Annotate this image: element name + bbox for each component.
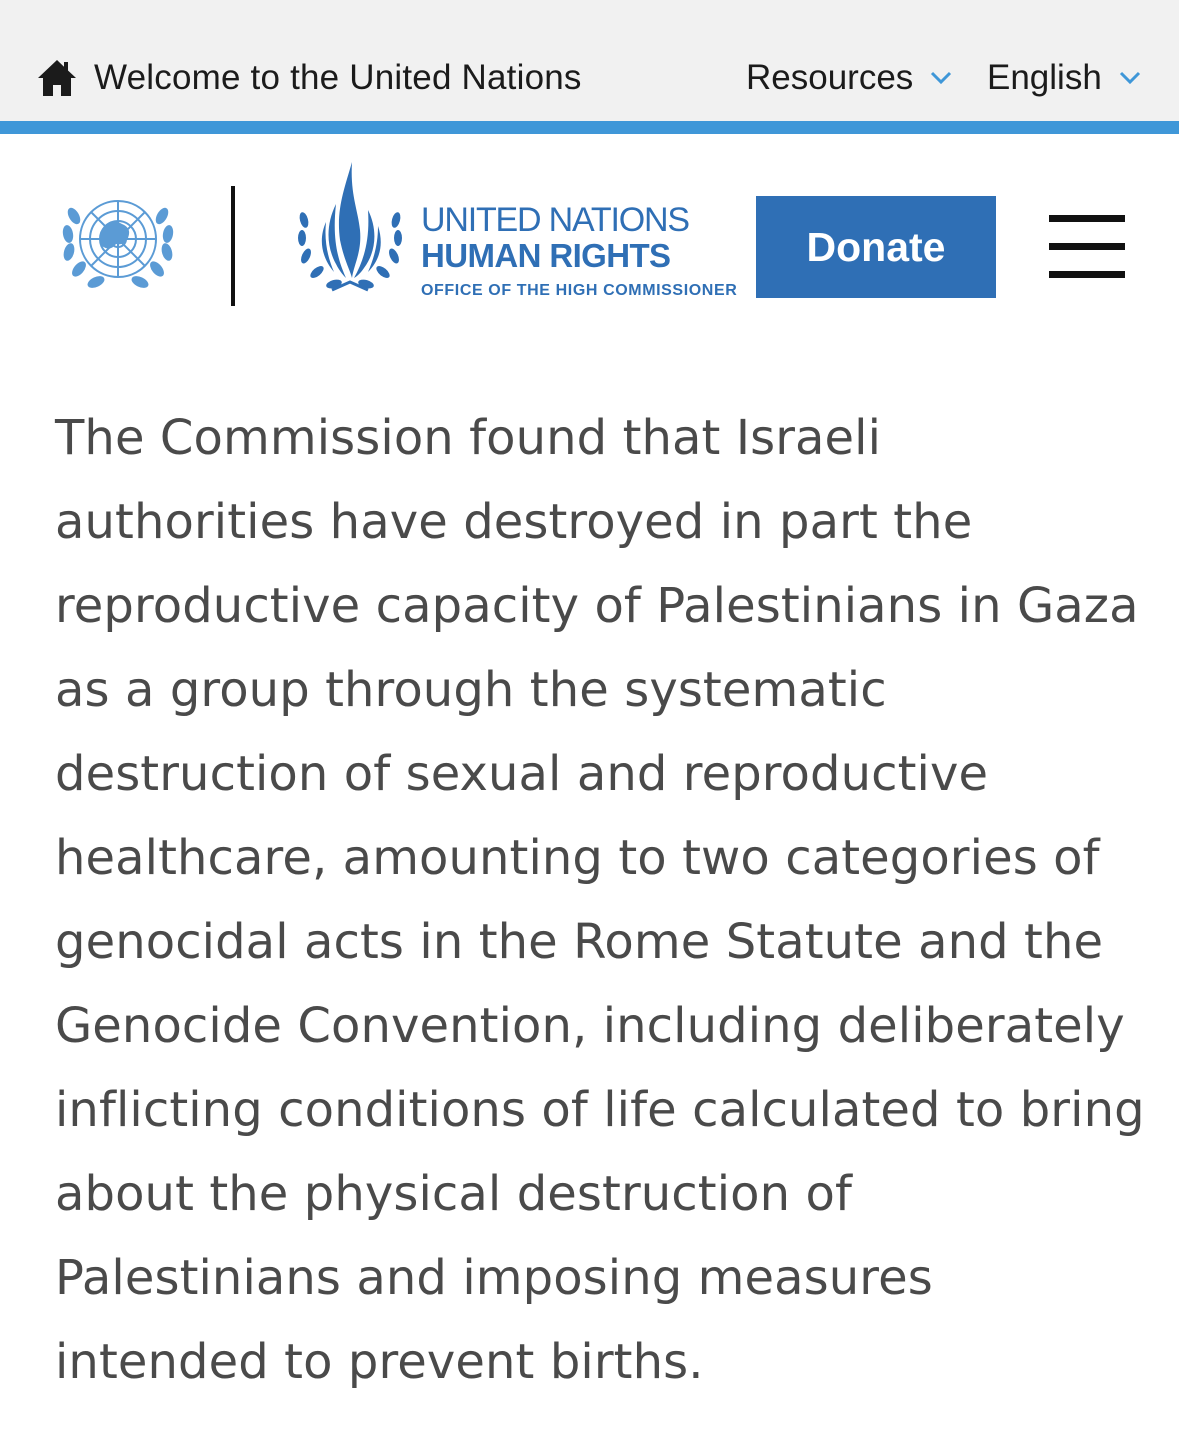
article-paragraph: The Commission found that Israeli authorities have destroyed in part the reproductive capacity of Palestinians in Gaza as a group through the systematic destruction of sexual and reproductive healthcare, amounting to two categories of genocidal acts in the Rome Statute and the Genocide Convention, including deliberately inflicting conditions of life calculated to bring about the physical destruction of Palestinians and imposing measures intended to prevent births.	[55, 410, 1145, 1390]
top-bar-accent-line	[0, 121, 1179, 134]
welcome-label: Welcome to the United Nations	[94, 58, 582, 97]
donate-button[interactable]: Donate	[756, 196, 996, 298]
home-icon	[36, 58, 78, 98]
chevron-down-icon	[1118, 70, 1142, 86]
welcome-link[interactable]	[36, 52, 582, 104]
menu-bar	[1049, 215, 1125, 222]
menu-bar	[1049, 271, 1125, 278]
ohchr-wordmark-line1: UNITED NATIONS	[421, 201, 689, 239]
ohchr-wordmark-line3: OFFICE OF THE HIGH COMMISSIONER	[421, 282, 738, 299]
ohchr-wordmark[interactable]	[421, 202, 737, 300]
resources-dropdown[interactable]	[746, 52, 953, 104]
language-label: English	[987, 58, 1102, 97]
chevron-down-icon	[929, 70, 953, 86]
ohchr-wordmark-line2: HUMAN RIGHTS	[421, 237, 671, 274]
language-dropdown[interactable]	[987, 52, 1142, 104]
menu-bar	[1049, 243, 1125, 250]
resources-label: Resources	[746, 58, 914, 97]
un-emblem-icon[interactable]	[54, 186, 182, 296]
ohchr-flame-icon[interactable]	[292, 160, 408, 300]
hamburger-menu-icon[interactable]	[1049, 212, 1125, 280]
top-bar	[0, 0, 1179, 121]
header-divider	[231, 186, 235, 306]
